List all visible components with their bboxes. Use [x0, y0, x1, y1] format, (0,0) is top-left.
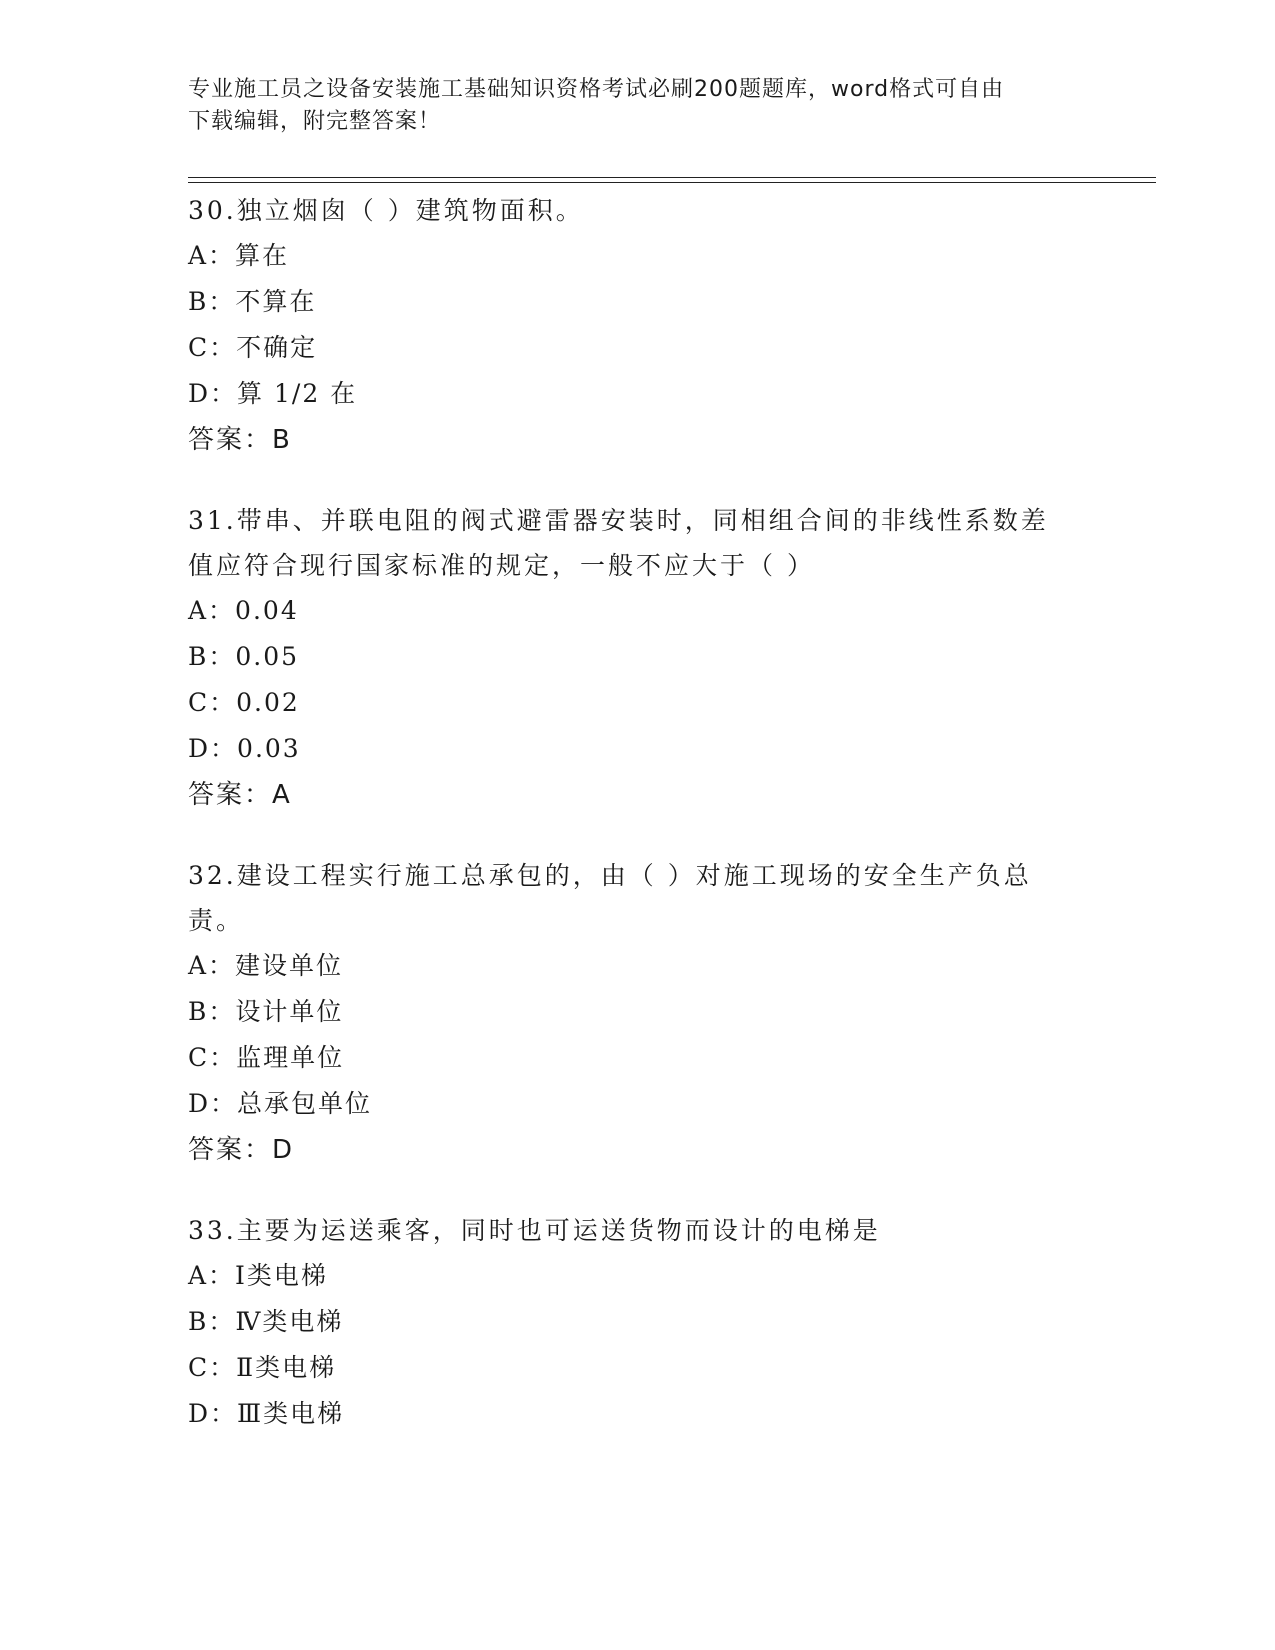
- question-stem-continued: 值应符合现行国家标准的规定，一般不应大于（ ）: [188, 551, 815, 580]
- option-d: D：总承包单位: [188, 1089, 373, 1118]
- question-list: [188, 188, 1088, 1472]
- header-line-2: 下载编辑，附完整答案！: [188, 109, 442, 134]
- option-b: B：0.05: [188, 642, 300, 671]
- question-stem-continued: 责。: [188, 906, 245, 935]
- option-b: B：Ⅳ类电梯: [188, 1307, 344, 1336]
- question-33: [188, 1208, 1088, 1437]
- option-c: C：监理单位: [188, 1043, 345, 1072]
- question-stem: 32.建设工程实行施工总承包的，由（ ）对施工现场的安全生产负总: [188, 861, 1032, 890]
- answer: 答案：D: [188, 1135, 295, 1165]
- option-a: A：Ⅰ类电梯: [188, 1261, 328, 1290]
- option-a: A：算在: [188, 241, 290, 270]
- document-header: [188, 74, 1088, 138]
- option-c: C：0.02: [188, 688, 300, 717]
- answer: 答案：A: [188, 780, 292, 810]
- question-stem: 30.独立烟囱（ ）建筑物面积。: [188, 196, 584, 225]
- option-d: D：算 1/2 在: [188, 379, 358, 408]
- answer: 答案：B: [188, 425, 292, 455]
- option-a: A：建设单位: [188, 951, 344, 980]
- question-stem: 33.主要为运送乘客，同时也可运送货物而设计的电梯是: [188, 1216, 881, 1245]
- question-30: [188, 188, 1088, 463]
- option-d: D：Ⅲ类电梯: [188, 1399, 345, 1428]
- question-31: [188, 498, 1088, 818]
- header-divider-bottom: [188, 182, 1156, 183]
- header-divider-top: [188, 177, 1156, 178]
- option-c: C：Ⅱ类电梯: [188, 1353, 337, 1382]
- option-c: C：不确定: [188, 333, 318, 362]
- header-line-1: 专业施工员之设备安装施工基础知识资格考试必刷200题题库，word格式可自由: [188, 77, 1005, 102]
- option-b: B：设计单位: [188, 997, 344, 1026]
- question-stem: 31.带串、并联电阻的阀式避雷器安装时，同相组合间的非线性系数差: [188, 506, 1049, 535]
- question-32: [188, 853, 1088, 1173]
- option-b: B：不算在: [188, 287, 317, 316]
- option-d: D：0.03: [188, 734, 301, 763]
- option-a: A：0.04: [188, 596, 299, 625]
